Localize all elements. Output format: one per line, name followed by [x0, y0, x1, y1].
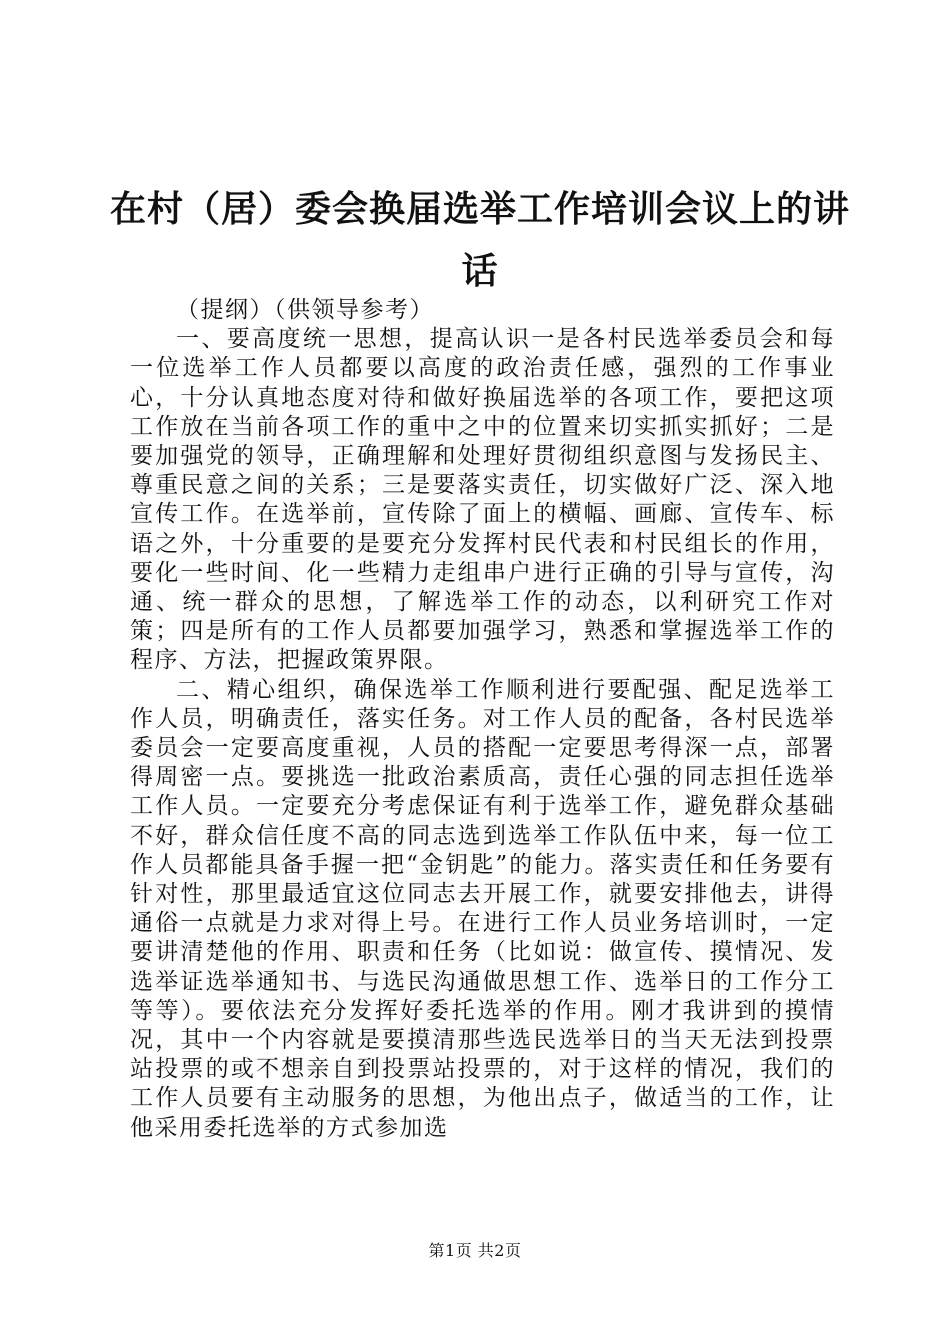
page-number: 第1页 共2页 — [428, 1241, 522, 1260]
paragraph-2: 二、精心组织，确保选举工作顺利进行要配强、配足选举工作人员，明确责任，落实任务。对工作人员的配备，各村民选举委员会一定要高度重视，人员的搭配一定要思考得深一点，部署得周密一点。要挑选一批政治素质高，责任心强的同志担任选举工作人员。一定要充分考虑保证有利于选举工作，避免群众基础不好，群众信任度不高的同志选到选举工作队伍中来，每一位工作人员都能具备手握一把“金钥匙”的能力。落实责任和任务要有针对性，那里最适宜这位同志去开展工作，就要安排他去，讲得通俗一点就是力求对得上号。在进行工作人员业务培训时，一定要讲清楚他的作用、职责和任务（比如说：做宣传、摸情况、发选举证选举通知书、与选民沟通做思想工作、选举日的工作分工等等）。要依法充分发挥好委托选举的作用。刚才我讲到的摸情况，其中一个内容就是要摸清那些选民选举日的当天无法到投票站投票的或不想亲自到投票站投票的，对于这样的情况，我们的工作人员要有主动服务的思想，为他出点子，做适当的工作，让他采用委托选举的方式参加选 — [130, 676, 835, 1141]
paragraph-1: 一、要高度统一思想，提高认识一是各村民选举委员会和每一位选举工作人员都要以高度的政治责任感，强烈的工作事业心，十分认真地态度对待和做好换届选举的各项工作，要把这项工作放在当前各项工作的重中之中的位置来切实抓实抓好；二是要加强党的领导，正确理解和处理好贯彻组织意图与发扬民主、尊重民意之间的关系；三是要落实责任，切实做好广泛、深入地宣传工作。在选举前，宣传除了面上的横幅、画廊、宣传车、标语之外，十分重要的是要充分发挥村民代表和村民组长的作用，要化一些时间、化一些精力走组串户进行正确的引导与宣传，沟通、统一群众的思想，了解选举工作的动态，以利研究工作对策；四是所有的工作人员都要加强学习，熟悉和掌握选举工作的程序、方法，把握政策界限。 — [130, 326, 835, 674]
document-title: 在村（居）委会换届选举工作培训会议上的讲话 — [110, 188, 851, 292]
document-note: （提纲）（供领导参考） — [176, 297, 434, 323]
document-body — [130, 296, 835, 1143]
